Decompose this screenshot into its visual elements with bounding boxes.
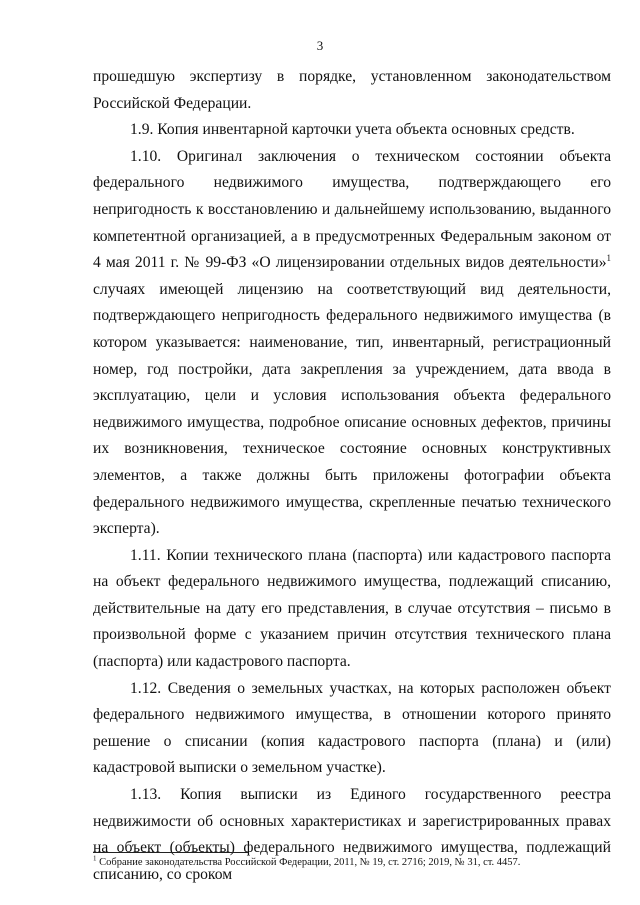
- document-body: [93, 64, 611, 888]
- page-number: 3: [316, 38, 324, 53]
- paragraph-1-9: 1.9. Копия инвентарной карточки учета объекта основных средств.: [130, 121, 575, 139]
- footnote-text: Собрание законодательства Российской Федерации, 2011, № 19, ст. 2716; 2019, № 31, ст. 4457.: [96, 857, 521, 868]
- footnote-divider: [93, 852, 248, 853]
- paragraph-1-10: [93, 144, 611, 543]
- paragraph-1-11: 1.11. Копии технического плана (паспорта) или кадастрового паспорта на объект федерального недвижимого имущества, подлежащий списанию, действительные на дату его представления, в случае отсутствия – письмо в произвольной форме с указанием причин отсутствия технического плана (паспорта) или кадастрового паспорта.: [93, 546, 611, 671]
- footnote-mark: 1: [93, 854, 97, 863]
- paragraph-continuation: прошедшую экспертизу в порядке, установленном законодательством Российской Федерации.: [93, 68, 611, 112]
- paragraph-1-10-part-a: 1.10. Оригинал заключения о техническом состоянии объекта федерального недвижимого имущества, подтверждающего его непригодность к восстановлению и дальнейшему использованию, выданного компетентной организацией, а в предусмотренных Федеральным законом от 4 мая 2011 г. № 99-ФЗ «О лицензировании отдельных видов деятельности»: [93, 147, 611, 272]
- footnote: [93, 856, 611, 870]
- footnote-reference: 1: [606, 252, 611, 263]
- paragraph-1-12: 1.12. Сведения о земельных участках, на которых расположен объект федерального недвижимого имущества, в отношении которого принято решение о списании (копия кадастрового паспорта (плана) и (или) кадастровой выписки о земельном участке).: [93, 679, 611, 777]
- paragraph-1-10-part-b: случаях имеющей лицензию на соответствующий вид деятельности, подтверждающего непригодность федерального недвижимого имущества (в котором указывается: наименование, тип, инвентарный, регистрационный номер, год постройки, дата закрепления за учреждением, дата ввода в эксплуатацию, цели и условия использования объекта федерального недвижимого имущества, подробное описание основных дефектов, причины их возникновения, техническое состояние основных конструктивных элементов, а также должны быть приложены фотографии объекта федерального недвижимого имущества, скрепленные печатью технического эксперта).: [93, 280, 611, 538]
- paragraph-1-13: 1.13. Копия выписки из Единого государственного реестра недвижимости об основных характеристиках и зарегистрированных правах на объект (объекты) федерального недвижимого имущества, подлежащий списанию, со сроком: [93, 786, 611, 883]
